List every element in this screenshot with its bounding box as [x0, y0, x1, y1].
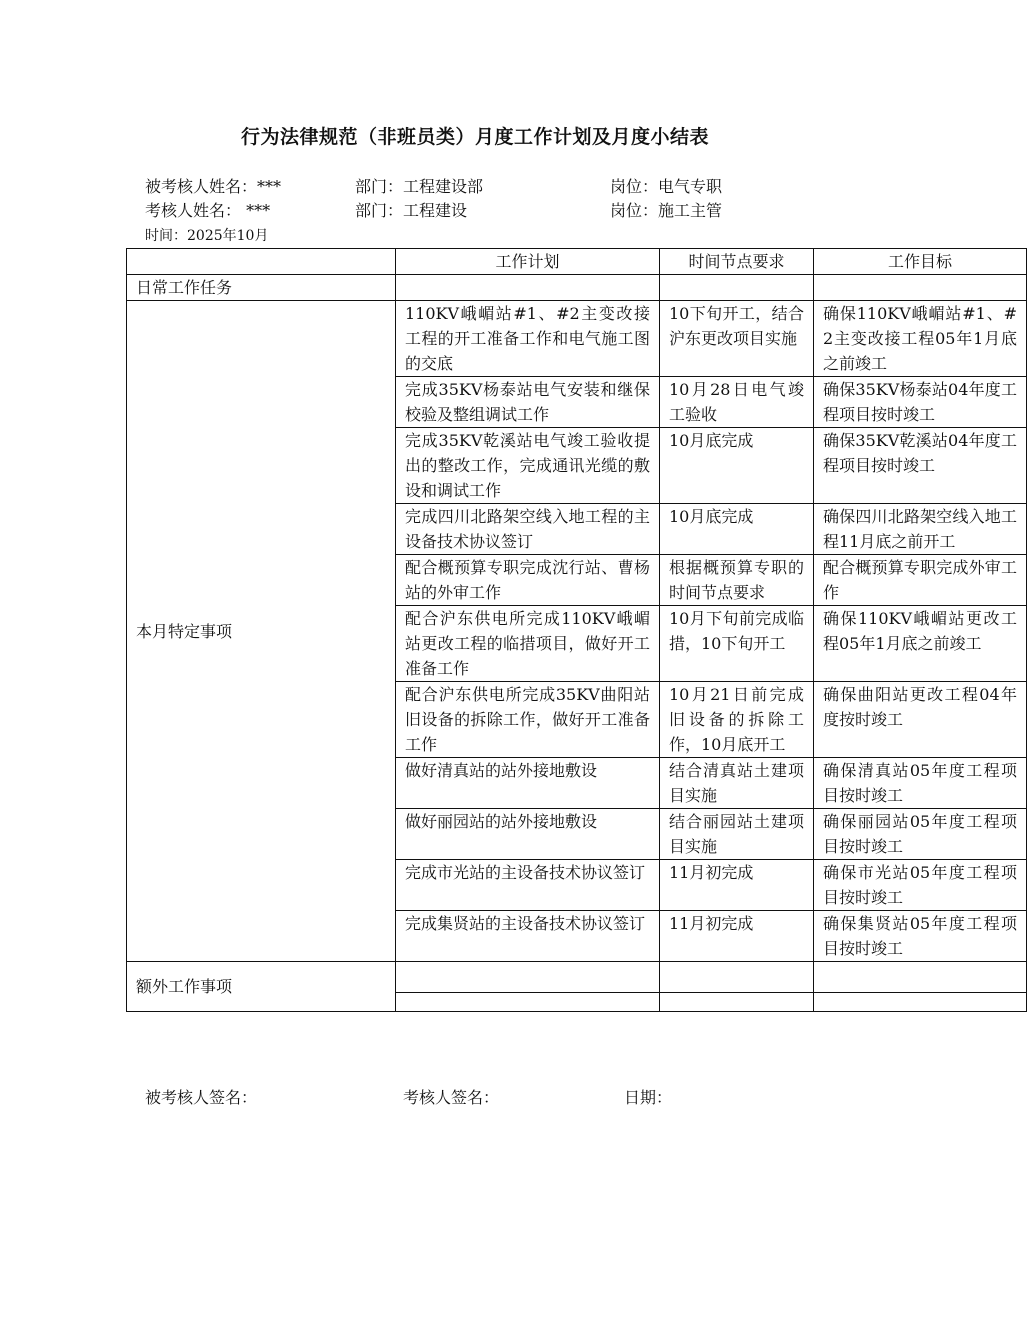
header-work-plan: 工作计划: [396, 249, 660, 275]
time-cell: 10月底完成: [660, 428, 814, 504]
plan-cell: 配合沪东供电所完成35KV曲阳站旧设备的拆除工作，做好开工准备工作: [396, 682, 660, 758]
time-cell: 结合清真站土建项目实施: [660, 758, 814, 809]
table-cell: [660, 962, 814, 993]
goal-cell: 确保曲阳站更改工程04年度按时竣工: [814, 682, 1027, 758]
table-cell: [814, 275, 1027, 301]
goal-cell: 确保市光站05年度工程项目按时竣工: [814, 860, 1027, 911]
table-cell: [396, 275, 660, 301]
assessee-department: 部门：工程建设部: [355, 177, 484, 196]
goal-cell: 配合概预算专职完成外审工作: [814, 555, 1027, 606]
table-cell: [814, 993, 1027, 1012]
assessee-signature-label: 被考核人签名：: [145, 1088, 258, 1107]
assessor-signature-label: 考核人签名：: [403, 1088, 500, 1107]
plan-cell: 完成35KV杨泰站电气安装和继保校验及整组调试工作: [396, 377, 660, 428]
time-cell: 10月21日前完成旧设备的拆除工作，10月底开工: [660, 682, 814, 758]
table-cell: [660, 275, 814, 301]
plan-cell: 配合概预算专职完成沈行站、曹杨站的外审工作: [396, 555, 660, 606]
table-cell: [814, 962, 1027, 993]
plan-cell: 完成市光站的主设备技术协议签订: [396, 860, 660, 911]
assessor-department: 部门：工程建设: [355, 201, 468, 220]
work-plan-table: [126, 248, 1027, 1012]
time-cell: 10下旬开工，结合沪东更改项目实施: [660, 301, 814, 377]
plan-cell: 做好清真站的站外接地敷设: [396, 758, 660, 809]
goal-cell: 确保110KV峨嵋站更改工程05年1月底之前竣工: [814, 606, 1027, 682]
document-title: 行为法律规范（非班员类）月度工作计划及月度小结表: [240, 126, 709, 148]
assessor-name: 考核人姓名： ***: [145, 201, 271, 220]
table-cell: [660, 993, 814, 1012]
table-cell: [396, 993, 660, 1012]
specific-items-label: 本月特定事项: [127, 301, 396, 962]
time-cell: 11月初完成: [660, 911, 814, 962]
table-header-row: [127, 249, 1027, 275]
time-cell: 11月初完成: [660, 860, 814, 911]
assessee-position: 岗位：电气专职: [610, 177, 723, 196]
goal-cell: 确保丽园站05年度工程项目按时竣工: [814, 809, 1027, 860]
assessee-name: 被考核人姓名：***: [145, 177, 282, 196]
time-cell: 结合丽园站土建项目实施: [660, 809, 814, 860]
plan-cell: 完成四川北路架空线入地工程的主设备技术协议签订: [396, 504, 660, 555]
time-cell: 10月28日电气竣工验收: [660, 377, 814, 428]
goal-cell: 确保35KV乾溪站04年度工程项目按时竣工: [814, 428, 1027, 504]
goal-cell: 确保110KV峨嵋站#1、#2主变改接工程05年1月底之前竣工: [814, 301, 1027, 377]
extra-items-row: [127, 962, 1027, 993]
assessor-position: 岗位：施工主管: [610, 201, 723, 220]
time-cell: 10月底完成: [660, 504, 814, 555]
table-cell: [396, 962, 660, 993]
goal-cell: 确保35KV杨泰站04年度工程项目按时竣工: [814, 377, 1027, 428]
time-cell: 10月下旬前完成临措，10下旬开工: [660, 606, 814, 682]
header-category: [127, 249, 396, 275]
time-cell: 根据概预算专职的时间节点要求: [660, 555, 814, 606]
plan-cell: 110KV峨嵋站#1、#2主变改接工程的开工准备工作和电气施工图的交底: [396, 301, 660, 377]
plan-table-container: [126, 248, 1017, 1012]
goal-cell: 确保清真站05年度工程项目按时竣工: [814, 758, 1027, 809]
plan-cell: 完成35KV乾溪站电气竣工验收提出的整改工作，完成通讯光缆的敷设和调试工作: [396, 428, 660, 504]
header-time-requirement: 时间节点要求: [660, 249, 814, 275]
table-row: [127, 301, 1027, 377]
goal-cell: 确保四川北路架空线入地工程11月底之前开工: [814, 504, 1027, 555]
plan-cell: 完成集贤站的主设备技术协议签订: [396, 911, 660, 962]
plan-cell: 配合沪东供电所完成110KV峨嵋站更改工程的临措项目，做好开工准备工作: [396, 606, 660, 682]
plan-cell: 做好丽园站的站外接地敷设: [396, 809, 660, 860]
date-label: 日期：: [624, 1088, 673, 1107]
daily-tasks-label: 日常工作任务: [127, 275, 396, 301]
daily-tasks-row: [127, 275, 1027, 301]
header-work-goal: 工作目标: [814, 249, 1027, 275]
time-period: 时间：2025年10月: [145, 228, 269, 244]
extra-items-label: 额外工作事项: [127, 962, 396, 1012]
goal-cell: 确保集贤站05年度工程项目按时竣工: [814, 911, 1027, 962]
